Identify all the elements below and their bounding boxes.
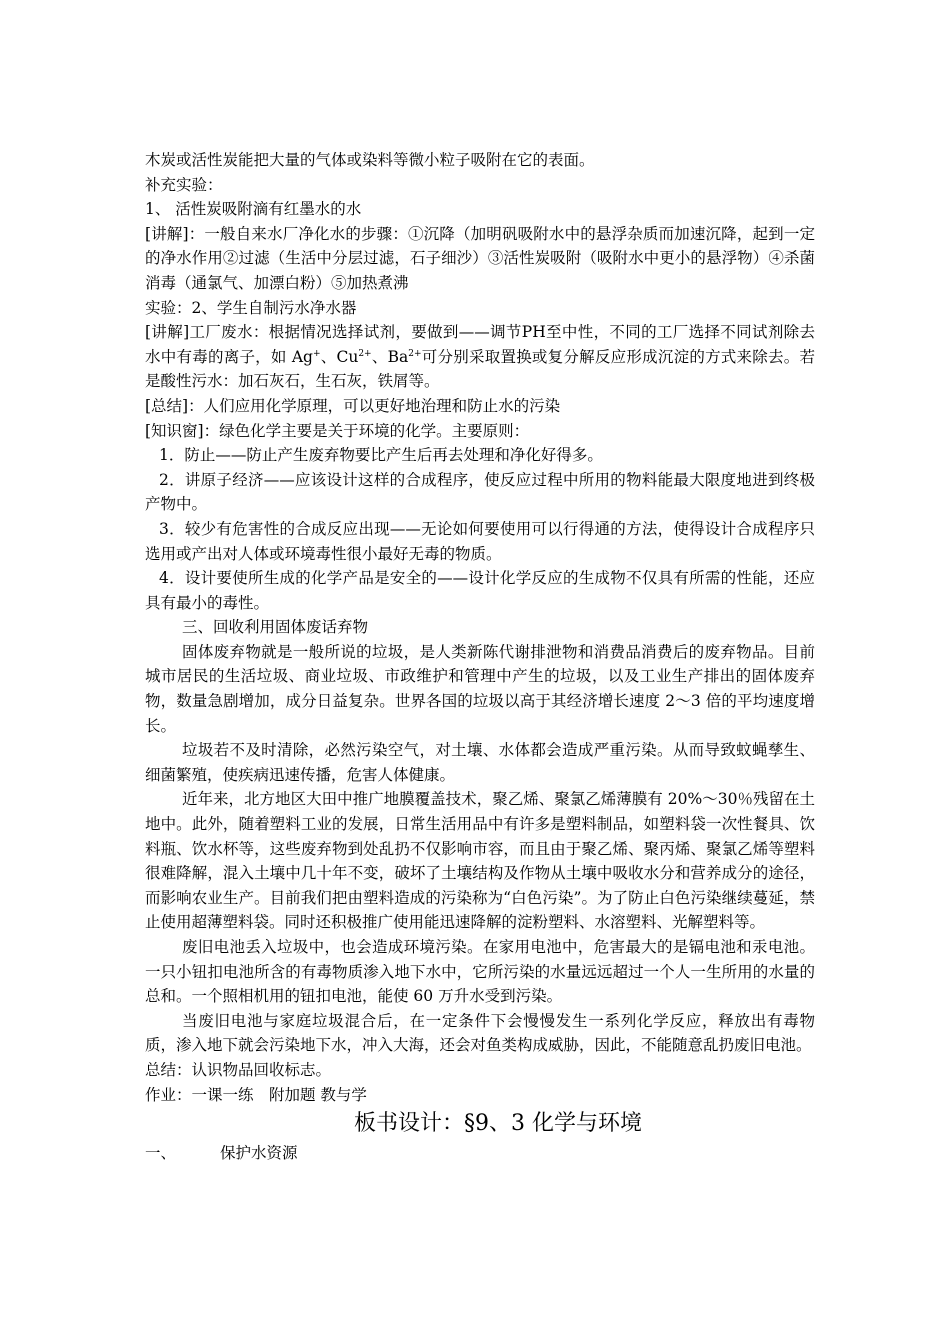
section-3-title: 三、回收利用固体废话弃物	[182, 618, 369, 637]
section-3-paragraph: 近年来，北方地区大田中推广地膜覆盖技术，聚乙烯、聚氯乙烯薄膜有 20%～30％残留在土地中。此外，随着塑料工业的发展，日常生活用品中有许多是塑料制品，如塑料袋一次性餐具、饮料瓶、饮水杯等，这些废弃物到处乱扔不仅影响市容，而且由于聚乙烯、聚丙烯、聚氯乙烯等塑料很难降解，混入土壤中几十年不变，破坏了土壤结构及作物从土壤中吸收水分和营养成分的途径，而影响农业生产。目前我们把由塑料造成的污染称为“白色污染”。为了防止白色污染继续蔓延，禁止使用超薄塑料袋。同时还积极推广使用能迅速降解的淀粉塑料、水溶塑料、光解塑料等。	[145, 790, 815, 932]
wastewater-text-3: 、Ba	[371, 347, 409, 366]
section-3-paragraph: 垃圾若不及时清除，必然污染空气，对土壤、水体都会造成严重污染。从而导致蚊蝇孳生、细菌繁殖，使疾病迅速传播，危害人体健康。	[145, 741, 815, 784]
wastewater-text-2: 、Cu	[320, 347, 359, 366]
principle-item: 3．较少有危害性的合成反应出现——无论如何要使用可以行得通的方法，使得设计合成程序只选用或产出对人体或环境毒性很小最好无毒的物质。	[145, 519, 815, 563]
ion-charge-cu: 2+	[358, 348, 372, 359]
section-3-paragraph: 当废旧电池与家庭垃圾混合后，在一定条件下会慢慢发生一系列化学反应，释放出有毒物质，渗入地下就会污染地下水，冲入大海，还会对鱼类构成威胁，因此，不能随意乱扔废旧电池。	[145, 1011, 815, 1055]
section-3-paragraph: 废旧电池丢入垃圾中，也会造成环境污染。在家用电池中，危害最大的是镉电池和汞电池。一只小钮扣电池所含的有毒物质渗入地下水中，它所污染的水量远远超过一个人一生所用的水量的总和。一个照相机用的钮扣电池，能使 60 万升水受到污染。	[145, 938, 815, 1006]
closing-summary: 总结：认识物品回收标志。	[145, 1060, 332, 1079]
section-3-paragraph: 固体废弃物就是一般所说的垃圾，是人类新陈代谢排泄物和消费品消费后的废弃物品。目前城市居民的生活垃圾、商业垃圾、市政维护和管理中产生的垃圾，以及工业生产排出的固体废弃物，数量急剧增加，成分日益复杂。世界各国的垃圾以高于其经济增长速度 2～3 倍的平均速度增长。	[145, 642, 815, 735]
principle-item: 2．讲原子经济——应该设计这样的合成程序，使反应过程中所用的物料能最大限度地进到终极产物中。	[145, 470, 815, 514]
paragraph-factory-wastewater	[145, 320, 815, 394]
paragraph-experiment-1: 1、 活性炭吸附滴有红墨水的水	[145, 200, 362, 219]
ion-charge-ba: 2+	[408, 348, 422, 359]
ion-charge-ag: +	[312, 348, 321, 359]
principle-item: 4．设计要使所生成的化学产品是安全的——设计化学反应的生成物不仅具有所需的性能，还应具有最小的毒性。	[145, 569, 815, 612]
board-item-text: 保护水资源	[220, 1144, 298, 1163]
principle-item: 1．防止——防止产生废弃物要比产生后再去处理和净化好得多。	[159, 446, 603, 465]
paragraph-summary: [总结]：人们应用化学原理，可以更好地治理和防止水的污染	[145, 396, 561, 415]
paragraph-knowledge-window: [知识窗]：绿色化学主要是关于环境的化学。主要原则：	[145, 421, 530, 440]
wastewater-text-4: 可分别采取置换或复分解反应形成沉淀的方式来除去。若是酸性污水：加石灰石，生石灰，铁屑等。	[145, 347, 816, 391]
board-item	[145, 1141, 815, 1166]
paragraph-water-purification: [讲解]：一般自来水厂净化水的步骤：①沉降（加明矾吸附水中的悬浮杂质而加速沉降，起到一定的净水作用②过滤（生活中分层过滤，石子细沙）③活性炭吸附（吸附水中更小的悬浮物）④杀菌消毒（通氯气、加漂白粉）⑤加热煮沸	[145, 224, 815, 292]
paragraph-experiment-2: 实验：2、学生自制污水净水器	[145, 298, 357, 317]
wastewater-text-1: [讲解]工厂废水：根据情况选择试剂，要做到——调节PH至中性，不同的工厂选择不同试剂除去水中有毒的离子，如 Ag	[145, 323, 815, 366]
homework-line: 作业：一课一练 附加题 教与学	[145, 1085, 367, 1104]
document-body	[145, 148, 815, 1166]
board-item-number: 一、	[145, 1144, 177, 1163]
paragraph-supplement-label: 补充实验：	[145, 175, 223, 194]
paragraph-adsorption: 木炭或活性炭能把大量的气体或染料等微小粒子吸附在它的表面。	[145, 151, 595, 169]
board-design-title: 板书设计：§9、3 化学与环境	[354, 1111, 642, 1137]
